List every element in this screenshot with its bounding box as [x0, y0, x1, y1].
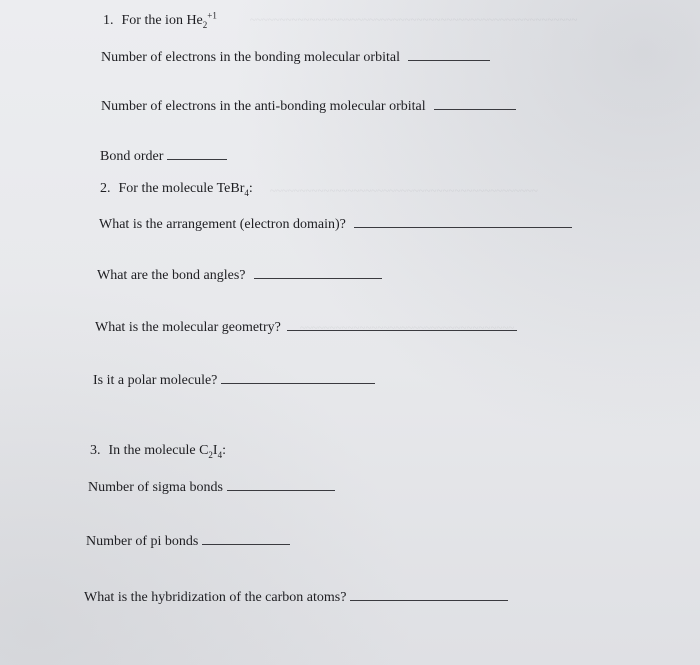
q3-sigma-answer-blank[interactable] — [227, 478, 335, 491]
q2-geometry-answer-blank[interactable] — [287, 318, 517, 331]
q2-bond-angles-label: What are the bond angles? — [97, 268, 246, 283]
q2-arrangement-label: What is the arrangement (electron domain)? — [99, 217, 346, 232]
q3-hybridization-row — [84, 588, 508, 607]
q2-bond-angles-answer-blank[interactable] — [254, 266, 382, 279]
q2-title-text: For the molecule TeBr — [118, 181, 245, 196]
q2-polar-row — [93, 371, 375, 390]
q2-geometry-label: What is the molecular geometry? — [95, 320, 281, 335]
q3-title-mid: I — [212, 443, 218, 458]
q3-title-subscript-2: 4 — [217, 449, 223, 460]
q3-number: 3. — [90, 443, 101, 458]
q3-sigma-row — [88, 478, 335, 497]
q1-antibonding-row — [101, 97, 516, 116]
q2-bond-angles-row — [97, 266, 382, 285]
q3-hybridization-answer-blank[interactable] — [350, 588, 508, 601]
q1-bonding-answer-blank[interactable] — [408, 48, 490, 61]
q2-title-colon: : — [248, 181, 253, 196]
q1-bonding-label: Number of electrons in the bonding molecular orbital — [101, 50, 400, 65]
q3-title — [90, 442, 226, 460]
q1-antibonding-label: Number of electrons in the anti-bonding molecular orbital — [101, 99, 426, 114]
q3-pi-answer-blank[interactable] — [202, 532, 290, 545]
bleed-through-text: ~~~~~~~~~~~~~~~~~~~~~~~~~~~~~~~~~~~~~~~~~~~~~~~~~~~~~~~ — [250, 14, 578, 26]
q1-bond-order-label: Bond order — [100, 149, 164, 164]
q3-title-colon: : — [222, 443, 226, 458]
q3-sigma-label: Number of sigma bonds — [88, 480, 223, 495]
q3-title-text: In the molecule C — [108, 443, 209, 458]
q1-title — [103, 12, 217, 30]
q2-polar-answer-blank[interactable] — [221, 371, 375, 384]
q3-pi-row — [86, 532, 290, 551]
q1-number: 1. — [103, 13, 114, 28]
q1-title-text: For the ion He — [121, 13, 203, 28]
bleed-through-text: ~~~~~~~~~~~~~~~~~~~~~~~~~~~~~~~~~~~~ — [300, 322, 515, 334]
q1-title-superscript: +1 — [207, 10, 217, 21]
q1-title-subscript: 2 — [202, 19, 208, 30]
q2-polar-label: Is it a polar molecule? — [93, 373, 218, 388]
q3-title-subscript-1: 2 — [208, 449, 213, 460]
q3-pi-label: Number of pi bonds — [86, 534, 199, 549]
q2-title — [100, 180, 253, 198]
q2-geometry-row — [95, 318, 517, 337]
q1-bond-order-answer-blank[interactable] — [167, 147, 227, 160]
q2-arrangement-row — [99, 215, 572, 234]
q1-antibonding-answer-blank[interactable] — [434, 97, 516, 110]
q1-bond-order-row — [100, 147, 227, 166]
q2-title-subscript: 4 — [244, 187, 249, 198]
q3-hybridization-label: What is the hybridization of the carbon atoms? — [84, 590, 347, 605]
bleed-through-text: ~~~~~~~~~~~~~~~~~~~~~~~~~~~~~~~~~~~~~~~~~~~~~ — [270, 185, 538, 197]
q2-arrangement-answer-blank[interactable] — [354, 215, 572, 228]
q1-bonding-row — [101, 48, 490, 67]
q2-number: 2. — [100, 181, 111, 196]
